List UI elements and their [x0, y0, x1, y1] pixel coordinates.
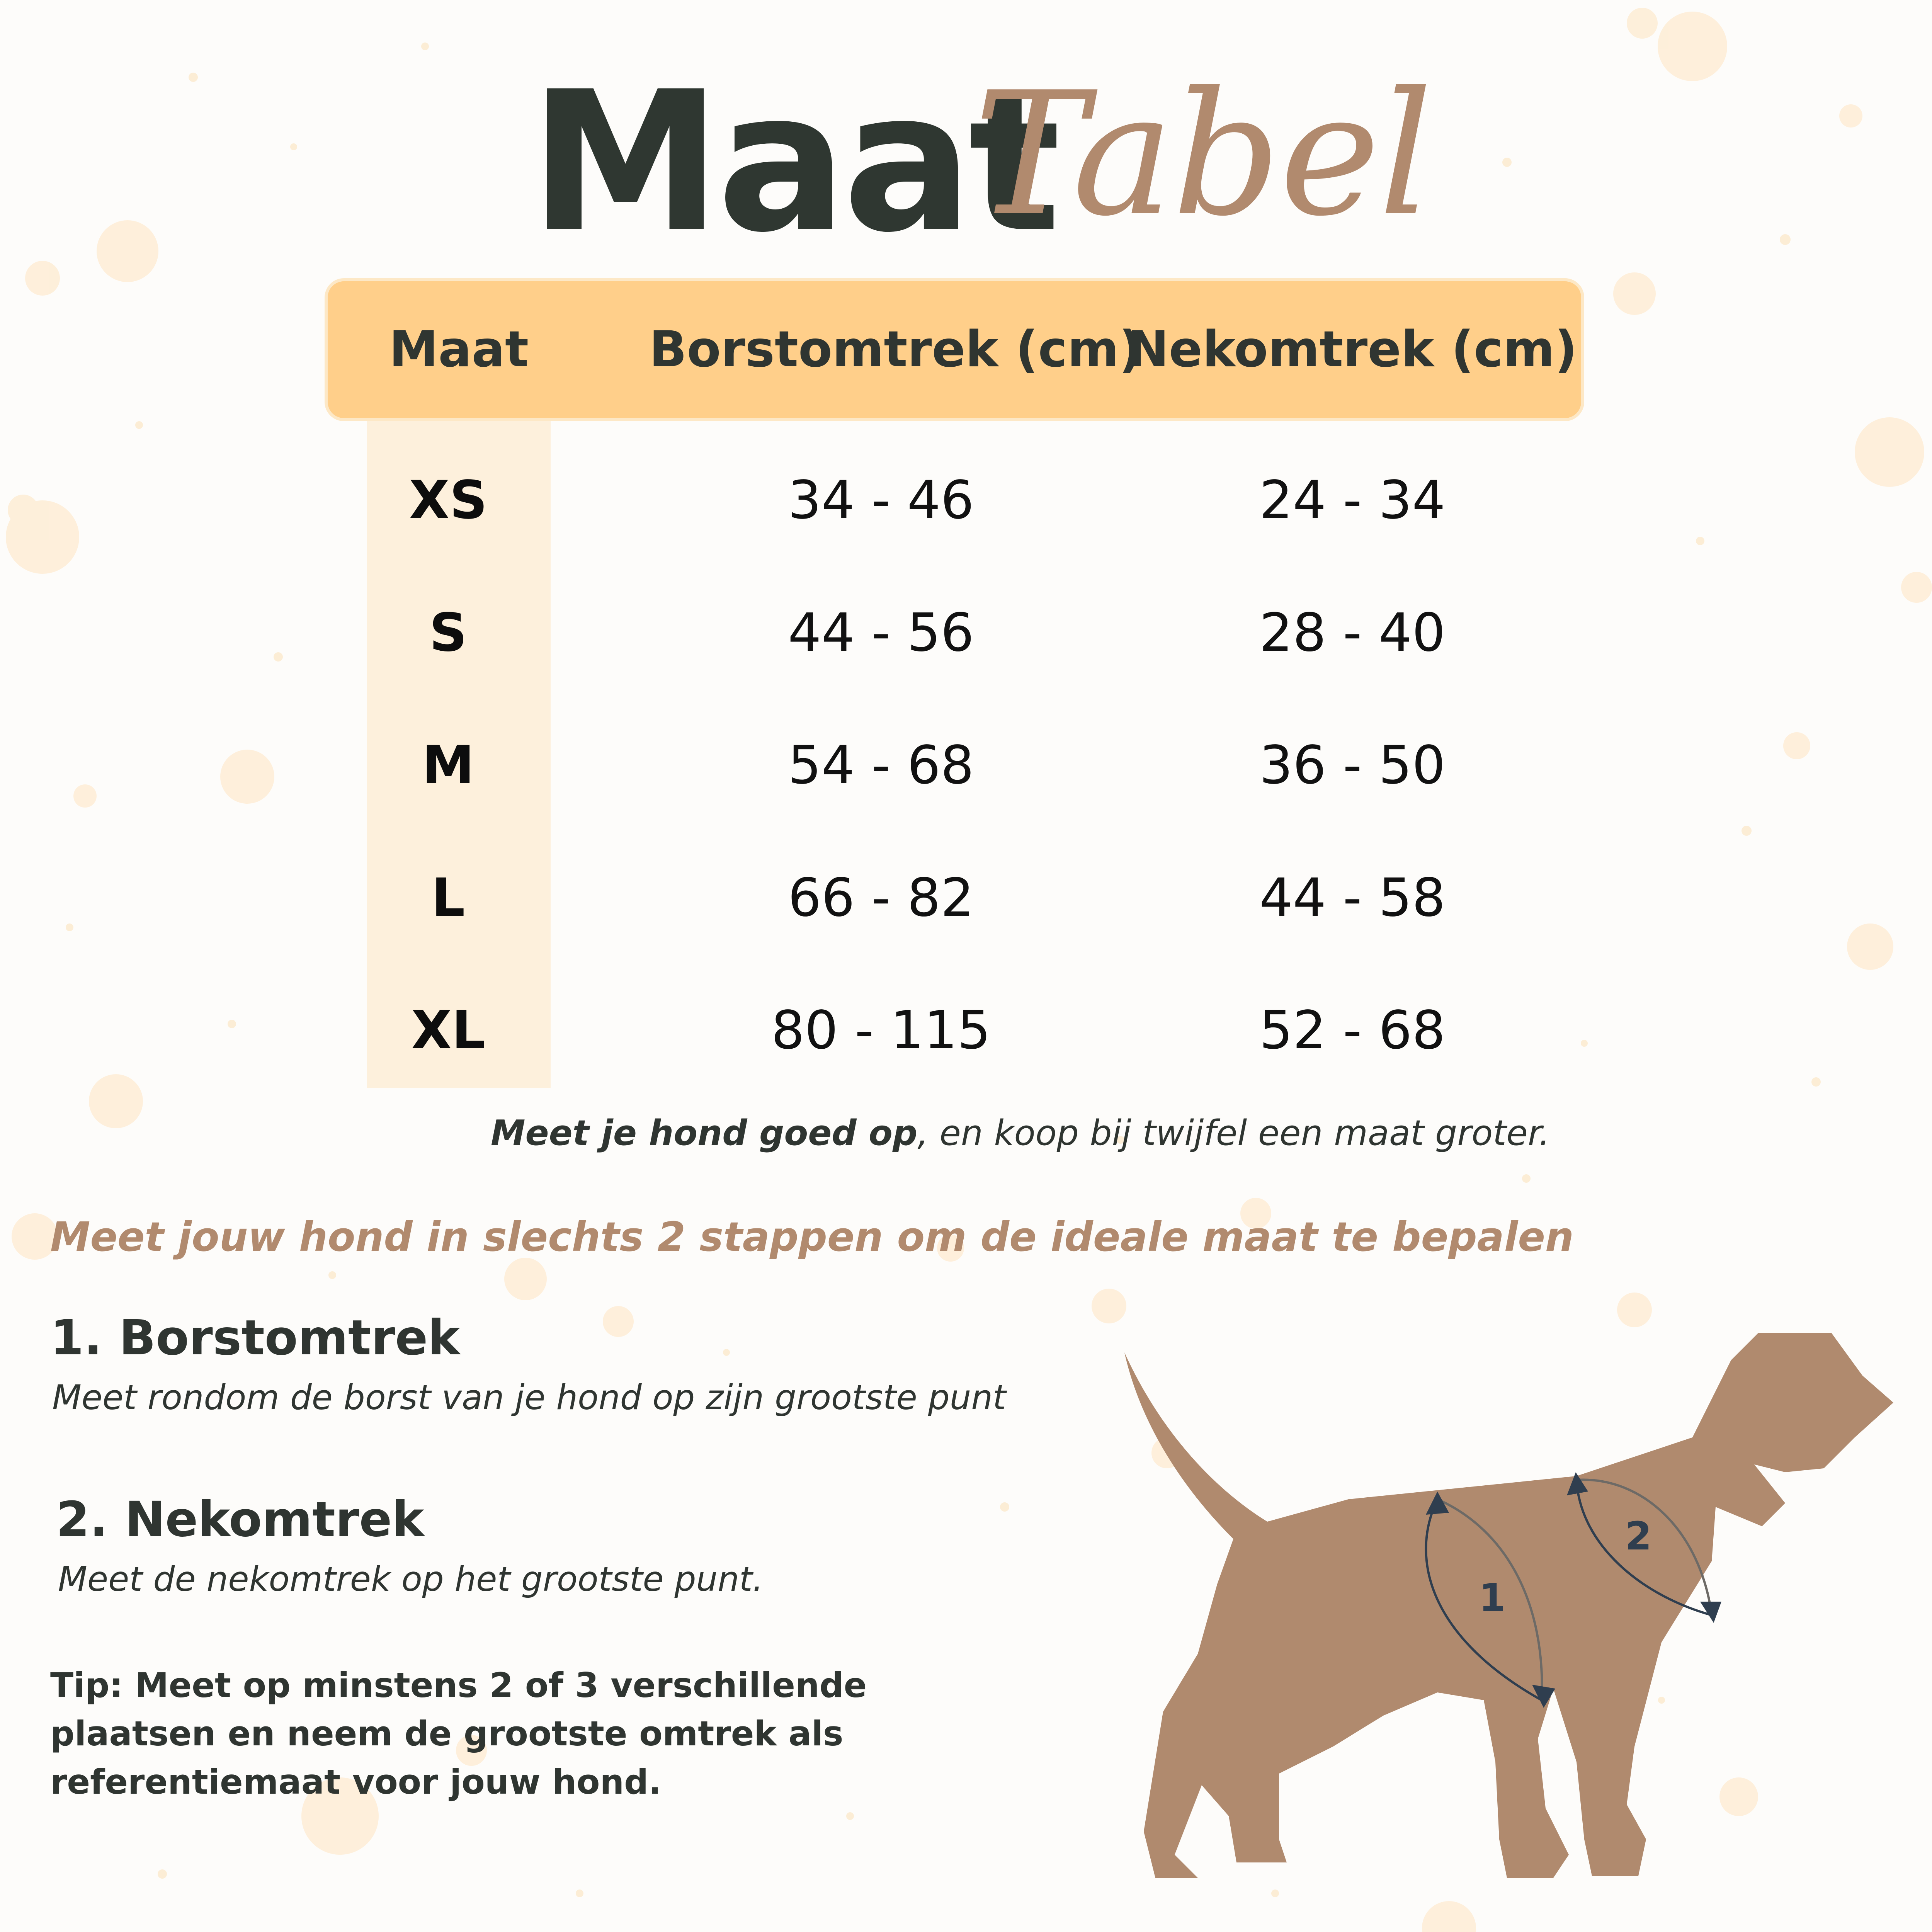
instructions-subtitle: Meet jouw hond in slechts 2 stappen om de ideale maat te bepalen: [50, 1213, 1574, 1260]
cell-neck-s: 28 - 40: [1259, 602, 1446, 663]
cell-chest-xs: 34 - 46: [788, 470, 974, 531]
measure-note-bold: Meet je hond goed op: [491, 1113, 918, 1153]
cell-size-xs: XS: [409, 470, 488, 531]
dog-tail: [1124, 1352, 1275, 1549]
cell-chest-m: 54 - 68: [788, 735, 974, 796]
step-1-title: 1. Borstomtrek: [50, 1310, 460, 1366]
cell-size-m: M: [422, 735, 474, 796]
dog-body: [1144, 1333, 1893, 1878]
table-header-size: Maat: [389, 321, 529, 378]
step-2-description: Meet de nekomtrek op het grootste punt.: [58, 1559, 764, 1599]
cell-size-l: L: [431, 867, 465, 929]
cell-size-s: S: [429, 602, 467, 663]
cell-neck-xs: 24 - 34: [1259, 470, 1446, 531]
marker-2: 2: [1625, 1514, 1652, 1559]
cell-chest-xl: 80 - 115: [771, 1000, 991, 1061]
cell-chest-l: 66 - 82: [788, 867, 974, 929]
tip-text: Tip: Meet op minstens 2 of 3 verschillende plaatsen en neem de grootste omtrek als referentiemaat voor jouw hond.: [50, 1665, 867, 1802]
cell-neck-l: 44 - 58: [1259, 867, 1446, 929]
title-script: Tabel: [974, 56, 1432, 253]
step-1-description: Meet rondom de borst van je hond op zijn grootste punt: [52, 1378, 1006, 1417]
cell-neck-xl: 52 - 68: [1259, 1000, 1446, 1061]
title-main: Maat: [529, 50, 1056, 275]
cell-neck-m: 36 - 50: [1259, 735, 1446, 796]
step-2-title: 2. Nekomtrek: [56, 1492, 424, 1548]
dog-illustration: [1113, 1321, 1913, 1886]
measure-note: [491, 1113, 1550, 1153]
table-header-chest: Borstomtrek (cm): [649, 321, 1142, 378]
measure-note-rest: , en koop bij twijfel een maat groter.: [917, 1113, 1550, 1153]
marker-1: 1: [1479, 1575, 1506, 1621]
cell-size-xl: XL: [411, 1000, 485, 1061]
cell-chest-s: 44 - 56: [788, 602, 974, 663]
table-header-neck: Nekomtrek (cm): [1128, 321, 1577, 378]
